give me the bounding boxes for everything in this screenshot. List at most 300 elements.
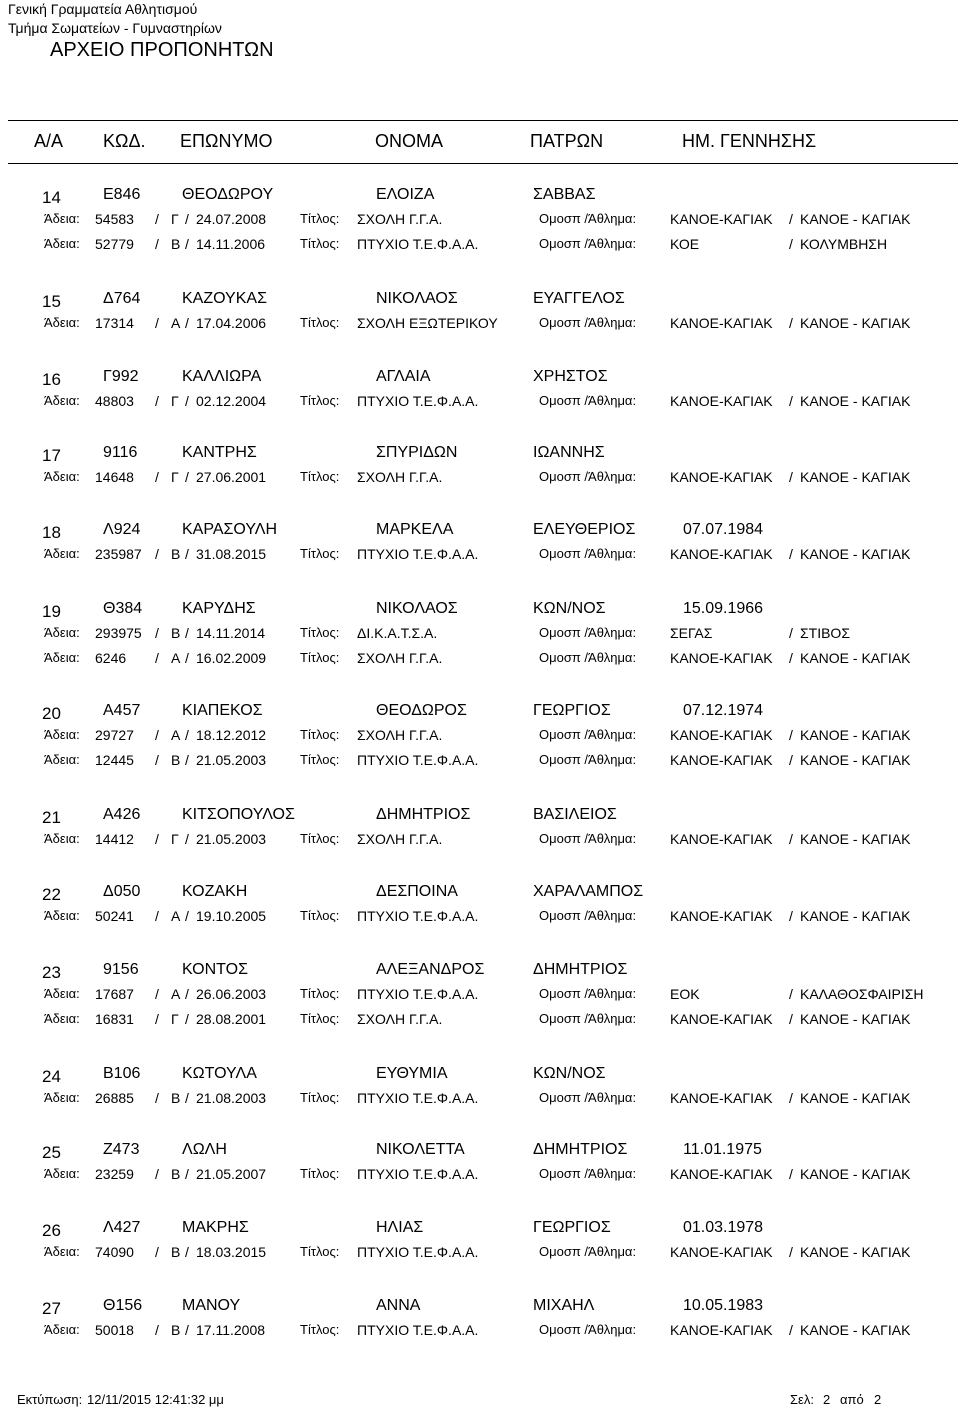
federation-label: Ομοσπ /Άθλημα: xyxy=(539,1166,637,1181)
license-federation: ΚΟΕ xyxy=(670,236,700,252)
separator-slash: / xyxy=(789,752,793,768)
page-title: ΑΡΧΕΙΟ ΠΡΟΠΟΝΗΤΩΝ xyxy=(50,39,274,61)
license-federation: ΚΑΝΟΕ-ΚΑΓΙΑΚ xyxy=(670,211,773,227)
column-header-code: ΚΩΔ. xyxy=(103,131,146,151)
separator-slash: / xyxy=(155,469,159,485)
license-row xyxy=(0,1088,960,1108)
title-label: Τίτλος: xyxy=(300,1090,340,1105)
license-category: Γ xyxy=(171,211,179,227)
license-sport: ΚΑΛΑΘΟΣΦΑΙΡΙΣΗ xyxy=(800,986,924,1002)
title-label: Τίτλος: xyxy=(300,546,340,561)
federation-label: Ομοσπ /Άθλημα: xyxy=(539,1244,637,1259)
license-row xyxy=(0,829,960,849)
title-label: Τίτλος: xyxy=(300,211,340,226)
license-row xyxy=(0,1242,960,1262)
separator-slash: / xyxy=(185,211,189,227)
title-label: Τίτλος: xyxy=(300,986,340,1001)
license-number: 54583 xyxy=(95,211,134,227)
coach-patronymic: ΕΥΑΓΓΕΛΟΣ xyxy=(533,290,625,307)
separator-slash: / xyxy=(155,1322,159,1338)
footer-page-total: 2 xyxy=(874,1392,882,1407)
coach-name: ΝΙΚΟΛΑΟΣ xyxy=(376,290,458,307)
license-category: Β xyxy=(171,1322,181,1338)
separator-slash: / xyxy=(789,650,793,666)
coach-code: Α457 xyxy=(103,702,141,719)
license-category: Α xyxy=(171,315,181,331)
separator-slash: / xyxy=(185,1322,189,1338)
license-title: ΠΤΥΧΙΟ Τ.Ε.Φ.Α.Α. xyxy=(357,986,479,1002)
separator-slash: / xyxy=(789,546,793,562)
separator-slash: / xyxy=(789,625,793,641)
separator-slash: / xyxy=(789,469,793,485)
license-date: 14.11.2006 xyxy=(196,236,266,252)
license-category: Β xyxy=(171,625,181,641)
federation-label: Ομοσπ /Άθλημα: xyxy=(539,315,637,330)
license-sport: ΚΑΝΟΕ - ΚΑΓΙΑΚ xyxy=(800,727,911,743)
license-row xyxy=(0,234,960,254)
license-title: ΠΤΥΧΙΟ Τ.Ε.Φ.Α.Α. xyxy=(357,1090,479,1106)
license-sport: ΚΑΝΟΕ - ΚΑΓΙΑΚ xyxy=(800,1244,911,1260)
coach-code: 9116 xyxy=(103,444,138,461)
record-number: 15 xyxy=(42,292,61,311)
license-label: Άδεια: xyxy=(44,1011,80,1026)
license-title: ΠΤΥΧΙΟ Τ.Ε.Φ.Α.Α. xyxy=(357,236,479,252)
license-number: 48803 xyxy=(95,393,134,409)
license-federation: ΣΕΓΑΣ xyxy=(670,625,713,641)
coach-patronymic: ΜΙΧΑΗΛ xyxy=(533,1297,595,1314)
license-label: Άδεια: xyxy=(44,1322,80,1337)
record-number: 25 xyxy=(42,1143,61,1162)
coach-patronymic: ΣΑΒΒΑΣ xyxy=(533,186,596,203)
coach-patronymic: ΔΗΜΗΤΡΙΟΣ xyxy=(533,1141,628,1158)
separator-slash: / xyxy=(185,315,189,331)
license-title: ΠΤΥΧΙΟ Τ.Ε.Φ.Α.Α. xyxy=(357,1166,479,1182)
separator-slash: / xyxy=(185,831,189,847)
record-number: 17 xyxy=(42,446,61,465)
license-label: Άδεια: xyxy=(44,625,80,640)
coach-code: Λ924 xyxy=(103,521,141,538)
license-title: ΣΧΟΛΗ Γ.Γ.Α. xyxy=(357,469,443,485)
separator-slash: / xyxy=(185,546,189,562)
title-label: Τίτλος: xyxy=(300,1244,340,1259)
license-label: Άδεια: xyxy=(44,236,80,251)
separator-slash: / xyxy=(155,546,159,562)
license-number: 14412 xyxy=(95,831,134,847)
separator-slash: / xyxy=(185,469,189,485)
license-sport: ΚΑΝΟΕ - ΚΑΓΙΑΚ xyxy=(800,393,911,409)
coach-patronymic: ΚΩΝ/ΝΟΣ xyxy=(533,600,606,617)
license-row xyxy=(0,648,960,668)
department-name: Τμήμα Σωματείων - Γυμναστηρίων xyxy=(8,20,222,36)
footer-printed-label: Εκτύπωση: xyxy=(17,1392,83,1407)
separator-slash: / xyxy=(155,752,159,768)
coach-name: ΣΠΥΡΙΔΩΝ xyxy=(376,444,458,461)
license-number: 50241 xyxy=(95,908,134,924)
separator-slash: / xyxy=(155,1166,159,1182)
license-row xyxy=(0,544,960,564)
separator-slash: / xyxy=(155,650,159,666)
coach-name: ΕΥΘΥΜΙΑ xyxy=(376,1065,448,1082)
license-sport: ΚΑΝΟΕ - ΚΑΓΙΑΚ xyxy=(800,1166,911,1182)
license-federation: ΚΑΝΟΕ-ΚΑΓΙΑΚ xyxy=(670,1011,773,1027)
license-title: ΣΧΟΛΗ Γ.Γ.Α. xyxy=(357,650,443,666)
federation-label: Ομοσπ /Άθλημα: xyxy=(539,469,637,484)
coach-surname: ΚΙΤΣΟΠΟΥΛΟΣ xyxy=(182,806,295,823)
federation-label: Ομοσπ /Άθλημα: xyxy=(539,650,637,665)
license-federation: ΚΑΝΟΕ-ΚΑΓΙΑΚ xyxy=(670,752,773,768)
license-number: 29727 xyxy=(95,727,134,743)
license-number: 14648 xyxy=(95,469,134,485)
footer-page-of: από xyxy=(840,1392,864,1407)
record-number: 16 xyxy=(42,370,61,389)
license-label: Άδεια: xyxy=(44,546,80,561)
license-date: 28.08.2001 xyxy=(196,1011,267,1027)
license-date: 14.11.2014 xyxy=(196,625,266,641)
license-federation: ΚΑΝΟΕ-ΚΑΓΙΑΚ xyxy=(670,650,773,666)
license-title: ΣΧΟΛΗ Γ.Γ.Α. xyxy=(357,727,443,743)
coach-code: 9156 xyxy=(103,961,139,978)
license-sport: ΚΑΝΟΕ - ΚΑΓΙΑΚ xyxy=(800,1011,911,1027)
license-federation: ΚΑΝΟΕ-ΚΑΓΙΑΚ xyxy=(670,393,773,409)
license-category: Β xyxy=(171,752,181,768)
separator-slash: / xyxy=(155,315,159,331)
title-label: Τίτλος: xyxy=(300,1166,340,1181)
license-title: ΠΤΥΧΙΟ Τ.Ε.Φ.Α.Α. xyxy=(357,546,479,562)
license-number: 6246 xyxy=(95,650,127,666)
column-header-surname: ΕΠΩΝΥΜΟ xyxy=(180,131,273,151)
license-row xyxy=(0,750,960,770)
license-date: 18.03.2015 xyxy=(196,1244,267,1260)
separator-slash: / xyxy=(789,1090,793,1106)
license-number: 52779 xyxy=(95,236,134,252)
federation-label: Ομοσπ /Άθλημα: xyxy=(539,1011,637,1026)
license-category: Β xyxy=(171,1166,181,1182)
separator-slash: / xyxy=(155,831,159,847)
license-sport: ΚΑΝΟΕ - ΚΑΓΙΑΚ xyxy=(800,752,911,768)
federation-label: Ομοσπ /Άθλημα: xyxy=(539,752,637,767)
license-date: 21.05.2003 xyxy=(196,752,267,768)
license-sport: ΚΑΝΟΕ - ΚΑΓΙΑΚ xyxy=(800,650,911,666)
title-label: Τίτλος: xyxy=(300,625,340,640)
title-label: Τίτλος: xyxy=(300,727,340,742)
separator-slash: / xyxy=(155,236,159,252)
coach-name: ΑΝΝΑ xyxy=(376,1297,421,1314)
coach-patronymic: ΧΑΡΑΛΑΜΠΟΣ xyxy=(533,883,644,900)
license-sport: ΚΑΝΟΕ - ΚΑΓΙΑΚ xyxy=(800,211,911,227)
separator-slash: / xyxy=(155,908,159,924)
separator-slash: / xyxy=(185,1244,189,1260)
federation-label: Ομοσπ /Άθλημα: xyxy=(539,236,637,251)
license-number: 17314 xyxy=(95,315,134,331)
coach-code: Δ050 xyxy=(103,883,141,900)
separator-slash: / xyxy=(185,908,189,924)
license-title: ΣΧΟΛΗ Γ.Γ.Α. xyxy=(357,211,443,227)
license-date: 16.02.2009 xyxy=(196,650,267,666)
license-label: Άδεια: xyxy=(44,831,80,846)
coach-surname: ΚΟΝΤΟΣ xyxy=(182,961,248,978)
title-label: Τίτλος: xyxy=(300,650,340,665)
license-federation: ΚΑΝΟΕ-ΚΑΓΙΑΚ xyxy=(670,1322,773,1338)
license-date: 17.11.2008 xyxy=(196,1322,266,1338)
column-header-aa: Α/Α xyxy=(34,131,64,151)
coach-birthdate: 07.07.1984 xyxy=(683,521,764,538)
coach-name: ΕΛΟΙΖΑ xyxy=(376,186,435,203)
separator-slash: / xyxy=(185,625,189,641)
license-row xyxy=(0,1009,960,1029)
title-label: Τίτλος: xyxy=(300,752,340,767)
license-number: 50018 xyxy=(95,1322,134,1338)
coach-patronymic: ΙΩΑΝΝΗΣ xyxy=(533,444,605,461)
title-label: Τίτλος: xyxy=(300,1322,340,1337)
license-sport: ΚΑΝΟΕ - ΚΑΓΙΑΚ xyxy=(800,908,911,924)
federation-label: Ομοσπ /Άθλημα: xyxy=(539,727,637,742)
license-title: ΠΤΥΧΙΟ Τ.Ε.Φ.Α.Α. xyxy=(357,1322,479,1338)
record-number: 23 xyxy=(42,963,61,982)
coach-name: ΔΗΜΗΤΡΙΟΣ xyxy=(376,806,471,823)
license-date: 27.06.2001 xyxy=(196,469,267,485)
federation-label: Ομοσπ /Άθλημα: xyxy=(539,1322,637,1337)
license-category: Γ xyxy=(171,469,179,485)
record-number: 20 xyxy=(42,704,61,723)
coach-surname: ΛΩΛΗ xyxy=(182,1141,227,1158)
coach-patronymic: ΕΛΕΥΘΕΡΙΟΣ xyxy=(533,521,636,538)
record-number: 14 xyxy=(42,188,61,207)
record-number: 18 xyxy=(42,523,61,542)
license-title: ΔΙ.Κ.Α.Τ.Σ.Α. xyxy=(357,625,438,641)
column-header-patronymic: ΠΑΤΡΩΝ xyxy=(530,131,604,151)
coach-name: ΗΛΙΑΣ xyxy=(376,1219,424,1236)
coach-surname: ΚΟΖΑΚΗ xyxy=(182,883,248,900)
coach-name: ΑΛΕΞΑΝΔΡΟΣ xyxy=(376,961,485,978)
coach-name: ΝΙΚΟΛΑΟΣ xyxy=(376,600,458,617)
license-number: 23259 xyxy=(95,1166,134,1182)
license-row xyxy=(0,1320,960,1340)
license-sport: ΚΑΝΟΕ - ΚΑΓΙΑΚ xyxy=(800,315,911,331)
license-category: Α xyxy=(171,727,181,743)
coach-patronymic: ΓΕΩΡΓΙΟΣ xyxy=(533,702,611,719)
separator-slash: / xyxy=(185,752,189,768)
license-row xyxy=(0,725,960,745)
coach-code: Δ764 xyxy=(103,290,141,307)
license-date: 19.10.2005 xyxy=(196,908,267,924)
coach-surname: ΚΑΡΥΔΗΣ xyxy=(182,600,256,617)
license-category: Β xyxy=(171,236,181,252)
record-number: 22 xyxy=(42,885,61,904)
license-federation: ΚΑΝΟΕ-ΚΑΓΙΑΚ xyxy=(670,1166,773,1182)
license-title: ΠΤΥΧΙΟ Τ.Ε.Φ.Α.Α. xyxy=(357,393,479,409)
license-label: Άδεια: xyxy=(44,211,80,226)
coach-birthdate: 15.09.1966 xyxy=(683,600,764,617)
coach-code: Θ384 xyxy=(103,600,143,617)
license-number: 17687 xyxy=(95,986,134,1002)
federation-label: Ομοσπ /Άθλημα: xyxy=(539,908,637,923)
license-row xyxy=(0,984,960,1004)
license-federation: ΕΟΚ xyxy=(670,986,700,1002)
separator-slash: / xyxy=(789,986,793,1002)
license-sport: ΚΑΝΟΕ - ΚΑΓΙΑΚ xyxy=(800,546,911,562)
separator-slash: / xyxy=(185,1011,189,1027)
license-federation: ΚΑΝΟΕ-ΚΑΓΙΑΚ xyxy=(670,315,773,331)
license-category: Β xyxy=(171,546,181,562)
separator-slash: / xyxy=(155,1090,159,1106)
license-number: 235987 xyxy=(95,546,142,562)
license-label: Άδεια: xyxy=(44,469,80,484)
separator-slash: / xyxy=(789,831,793,847)
license-label: Άδεια: xyxy=(44,315,80,330)
license-category: Γ xyxy=(171,831,179,847)
title-label: Τίτλος: xyxy=(300,393,340,408)
separator-slash: / xyxy=(185,986,189,1002)
coach-patronymic: ΚΩΝ/ΝΟΣ xyxy=(533,1065,606,1082)
coach-surname: ΜΑΚΡΗΣ xyxy=(182,1219,249,1236)
license-date: 18.12.2012 xyxy=(196,727,267,743)
license-row xyxy=(0,467,960,487)
license-date: 21.05.2003 xyxy=(196,831,267,847)
coach-patronymic: ΒΑΣΙΛΕΙΟΣ xyxy=(533,806,617,823)
license-row xyxy=(0,623,960,643)
coach-code: Α426 xyxy=(103,806,141,823)
license-sport: ΚΟΛΥΜΒΗΣΗ xyxy=(800,236,888,252)
coach-surname: ΚΑΖΟΥΚΑΣ xyxy=(182,290,267,307)
license-row xyxy=(0,313,960,333)
federation-label: Ομοσπ /Άθλημα: xyxy=(539,625,637,640)
coach-birthdate: 10.05.1983 xyxy=(683,1297,764,1314)
license-row xyxy=(0,391,960,411)
license-category: Α xyxy=(171,650,181,666)
license-federation: ΚΑΝΟΕ-ΚΑΓΙΑΚ xyxy=(670,1090,773,1106)
coach-surname: ΚΩΤΟΥΛΑ xyxy=(182,1065,257,1082)
federation-label: Ομοσπ /Άθλημα: xyxy=(539,393,637,408)
separator-slash: / xyxy=(789,1244,793,1260)
footer-printed-value: 12/11/2015 12:41:32 μμ xyxy=(87,1392,224,1407)
license-sport: ΣΤΙΒΟΣ xyxy=(800,625,850,641)
license-number: 16831 xyxy=(95,1011,134,1027)
license-sport: ΚΑΝΟΕ - ΚΑΓΙΑΚ xyxy=(800,1090,911,1106)
separator-slash: / xyxy=(789,1011,793,1027)
license-federation: ΚΑΝΟΕ-ΚΑΓΙΑΚ xyxy=(670,469,773,485)
license-federation: ΚΑΝΟΕ-ΚΑΓΙΑΚ xyxy=(670,831,773,847)
separator-slash: / xyxy=(185,393,189,409)
column-header-name: ΟΝΟΜΑ xyxy=(375,131,444,151)
license-category: Γ xyxy=(171,1011,179,1027)
record-number: 27 xyxy=(42,1299,61,1318)
coach-code: Ζ473 xyxy=(103,1141,140,1158)
license-sport: ΚΑΝΟΕ - ΚΑΓΙΑΚ xyxy=(800,469,911,485)
license-row xyxy=(0,906,960,926)
license-title: ΠΤΥΧΙΟ Τ.Ε.Φ.Α.Α. xyxy=(357,908,479,924)
separator-slash: / xyxy=(155,1244,159,1260)
coach-birthdate: 07.12.1974 xyxy=(683,702,764,719)
federation-label: Ομοσπ /Άθλημα: xyxy=(539,1090,637,1105)
license-label: Άδεια: xyxy=(44,727,80,742)
title-label: Τίτλος: xyxy=(300,236,340,251)
license-number: 26885 xyxy=(95,1090,134,1106)
record-number: 26 xyxy=(42,1221,61,1240)
license-title: ΠΤΥΧΙΟ Τ.Ε.Φ.Α.Α. xyxy=(357,752,479,768)
license-federation: ΚΑΝΟΕ-ΚΑΓΙΑΚ xyxy=(670,727,773,743)
license-sport: ΚΑΝΟΕ - ΚΑΓΙΑΚ xyxy=(800,1322,911,1338)
separator-slash: / xyxy=(789,236,793,252)
footer-page-label: Σελ: xyxy=(790,1392,814,1407)
separator-slash: / xyxy=(185,650,189,666)
license-category: Β xyxy=(171,1090,181,1106)
title-label: Τίτλος: xyxy=(300,908,340,923)
license-label: Άδεια: xyxy=(44,1166,80,1181)
coach-patronymic: ΓΕΩΡΓΙΟΣ xyxy=(533,1219,611,1236)
license-row xyxy=(0,1164,960,1184)
title-label: Τίτλος: xyxy=(300,469,340,484)
coach-name: ΔΕΣΠΟΙΝΑ xyxy=(376,883,458,900)
coach-name: ΘΕΟΔΩΡΟΣ xyxy=(376,702,467,719)
separator-slash: / xyxy=(789,393,793,409)
coach-name: ΜΑΡΚΕΛΑ xyxy=(376,521,454,538)
license-title: ΣΧΟΛΗ Γ.Γ.Α. xyxy=(357,1011,443,1027)
license-label: Άδεια: xyxy=(44,650,80,665)
coach-surname: ΚΑΡΑΣΟΥΛΗ xyxy=(182,521,278,538)
separator-slash: / xyxy=(789,1322,793,1338)
separator-slash: / xyxy=(789,315,793,331)
license-label: Άδεια: xyxy=(44,1244,80,1259)
coach-code: Λ427 xyxy=(103,1219,141,1236)
license-sport: ΚΑΝΟΕ - ΚΑΓΙΑΚ xyxy=(800,831,911,847)
separator-slash: / xyxy=(789,1166,793,1182)
license-category: Β xyxy=(171,1244,181,1260)
license-number: 293975 xyxy=(95,625,142,641)
license-title: ΣΧΟΛΗ ΕΞΩΤΕΡΙΚΟΥ xyxy=(357,315,498,331)
separator-slash: / xyxy=(789,908,793,924)
title-label: Τίτλος: xyxy=(300,1011,340,1026)
coach-surname: ΚΑΝΤΡΗΣ xyxy=(182,444,257,461)
record-number: 24 xyxy=(42,1067,61,1086)
separator-slash: / xyxy=(185,1166,189,1182)
license-category: Γ xyxy=(171,393,179,409)
separator-slash: / xyxy=(155,1011,159,1027)
license-label: Άδεια: xyxy=(44,908,80,923)
separator-slash: / xyxy=(789,727,793,743)
coach-code: Β106 xyxy=(103,1065,141,1082)
license-category: Α xyxy=(171,908,181,924)
federation-label: Ομοσπ /Άθλημα: xyxy=(539,831,637,846)
coach-code: Θ156 xyxy=(103,1297,143,1314)
license-date: 31.08.2015 xyxy=(196,546,267,562)
coach-name: ΑΓΛΑΙΑ xyxy=(376,368,431,385)
license-date: 21.08.2003 xyxy=(196,1090,267,1106)
coach-code: Ε846 xyxy=(103,186,141,203)
coach-birthdate: 01.03.1978 xyxy=(683,1219,764,1236)
license-federation: ΚΑΝΟΕ-ΚΑΓΙΑΚ xyxy=(670,546,773,562)
license-label: Άδεια: xyxy=(44,752,80,767)
footer-page-current: 2 xyxy=(823,1392,831,1407)
separator-slash: / xyxy=(789,211,793,227)
license-label: Άδεια: xyxy=(44,393,80,408)
license-date: 21.05.2007 xyxy=(196,1166,267,1182)
license-row xyxy=(0,209,960,229)
org-name: Γενική Γραμματεία Αθλητισμού xyxy=(8,1,198,17)
federation-label: Ομοσπ /Άθλημα: xyxy=(539,546,637,561)
coach-surname: ΘΕΟΔΩΡΟΥ xyxy=(182,186,274,203)
separator-slash: / xyxy=(155,986,159,1002)
separator-slash: / xyxy=(185,1090,189,1106)
coach-surname: ΚΙΑΠΕΚΟΣ xyxy=(182,702,263,719)
title-label: Τίτλος: xyxy=(300,315,340,330)
license-date: 02.12.2004 xyxy=(196,393,267,409)
separator-slash: / xyxy=(155,625,159,641)
license-federation: ΚΑΝΟΕ-ΚΑΓΙΑΚ xyxy=(670,1244,773,1260)
coach-surname: ΚΑΛΛΙΩΡΑ xyxy=(182,368,262,385)
separator-slash: / xyxy=(185,727,189,743)
license-date: 17.04.2006 xyxy=(196,315,267,331)
separator-slash: / xyxy=(155,393,159,409)
